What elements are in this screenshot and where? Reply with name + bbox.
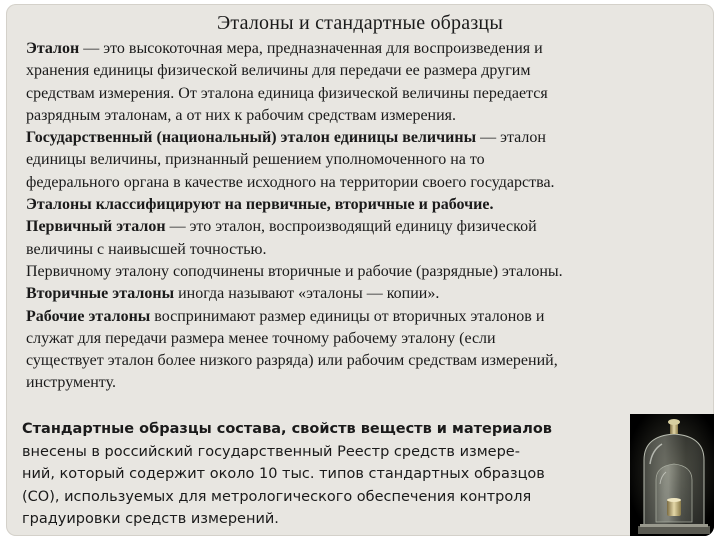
bell-jar-image [630,414,714,536]
body-text [26,38,706,395]
line-text: — эталон [476,129,546,147]
text-line [26,105,706,127]
bold-term: Рабочие эталоны [26,307,151,325]
text-line [26,60,706,82]
text-line [26,127,706,149]
slide [6,4,714,536]
line-text: — это высокоточная мера, предназначенная для воспроизведения и [79,40,543,57]
slide-title: Эталоны и стандартные образцы [217,12,503,34]
line-text: ний, который содержит около 10 тыс. типов стандартных образцов [22,466,545,482]
line-text: служат для передачи размера менее точному рабочему эталону (если [26,329,496,347]
line-text: Первичному эталону соподчинены вторичные и рабочие (разрядные) эталоны. [26,262,563,280]
line-text: иногда называют «эталоны — копии». [174,285,440,303]
text-line [26,372,706,394]
bold-term: Эталон [26,40,80,57]
text-line [26,261,706,283]
text-line [26,283,706,305]
text-line [26,172,706,194]
text-line [26,149,706,171]
line-text: федерального органа в качестве исходного на территории своего государства. [26,173,555,191]
line-text: инструменту. [26,374,116,392]
text-line [26,216,706,238]
text-line [26,328,706,350]
text-line [26,194,706,216]
text-line [22,508,622,531]
text-line [26,38,706,60]
line-text: существует эталон более низкого разряда) или рабочим средствам измерений, [26,352,558,370]
line-text: хранения единицы физической величины для передачи ее размера другим [26,62,531,80]
line-text: единицы величины, признанный решением уполномоченного на то [26,151,485,169]
text-line [26,350,706,372]
line-text: (СО), используемых для метрологического обеспечения контроля [22,488,532,505]
bold-term: Государственный (национальный) эталон единицы величины [26,129,477,147]
line-text: внесены в российский государственный Реестр средств измере- [22,443,520,460]
bold-term: Эталоны классифицируют на первичные, вторичные и рабочие. [26,196,494,214]
reference-materials-text [22,418,622,531]
text-line [26,83,706,105]
bold-term: Стандартные образцы состава, свойств веществ и материалов [22,421,552,437]
text-line [26,239,706,261]
line-text: величины с наивысшей точностью. [26,240,267,258]
line-text: средствам измерения. От эталона единица физической величины передается [26,84,548,102]
text-line [22,418,622,441]
text-line [22,441,622,464]
line-text: — это эталон, воспроизводящий единицу физической [165,218,537,236]
text-line [22,486,622,509]
line-text: воспринимают размер единицы от вторичных эталонов и [150,307,545,325]
text-line [26,306,706,328]
line-text: градуировки средств измерений. [22,511,279,527]
kilogram-prototype-photo [630,414,714,536]
bold-term: Вторичные эталоны [26,285,175,303]
text-line [22,463,622,486]
bold-term: Первичный эталон [26,218,166,236]
line-text: разрядным эталонам, а от них к рабочим средствам измерения. [26,106,457,124]
